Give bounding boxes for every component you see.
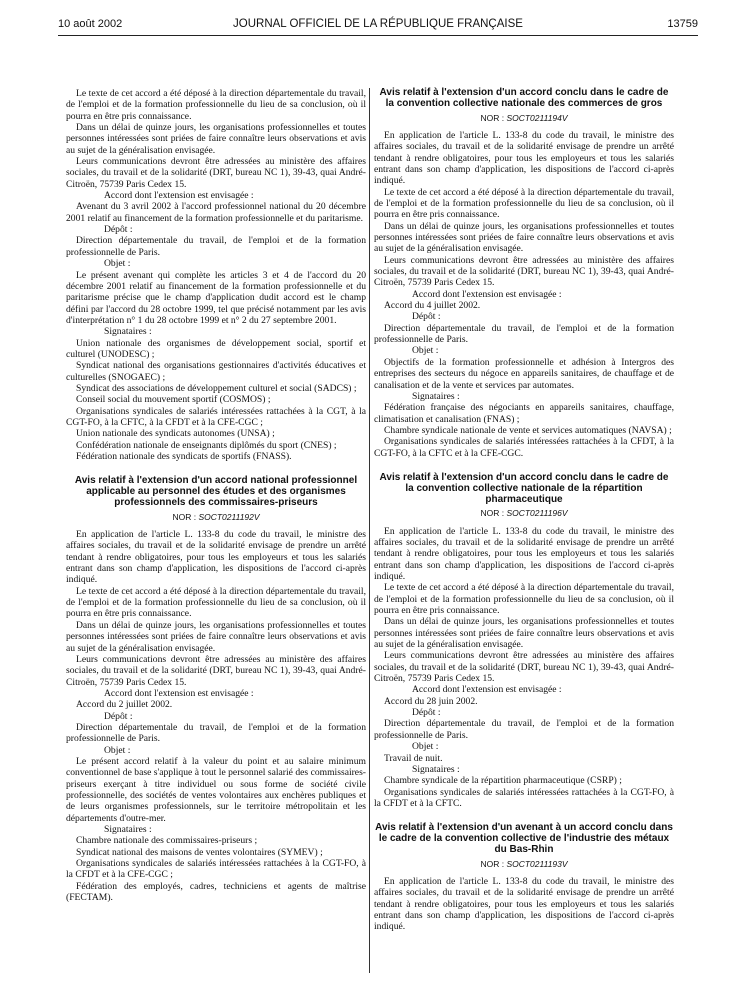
signatory: Syndicat national des organisations gestionnaires d'activités éducatives et culturelles (SNOGAEC) ; (66, 360, 366, 383)
paragraph: En application de l'article L. 133-8 du code du travail, le ministre des affaires sociales, du travail et de la solidarité envisage de prendre un arrêté tendant à rendre obligatoires, pour tous les employeurs et tous les salariés entrant dans son champ d'application, les dispositions de l'accord ci-après indiqué. (66, 529, 366, 586)
journal-title: JOURNAL OFFICIEL DE LA RÉPUBLIQUE FRANÇAISE (233, 18, 523, 30)
signatory: Organisations syndicales de salariés intéressées rattachées à la CFDT, à la CGT-FO, à la CFTC et à la CFE-CGC. (374, 436, 674, 459)
section-label: Accord dont l'extension est envisagée : (412, 288, 562, 300)
issue-date: 10 août 2002 (58, 18, 123, 30)
notice-heading: Avis relatif à l'extension d'un accord national professionnel applicable au personnel des études et des organismes professionnels des commissaires-priseurs (74, 475, 358, 508)
section-label: Dépôt : (104, 710, 133, 722)
signatory: Confédération nationale de enseignants diplômés du sport (CNES) ; (76, 439, 337, 451)
signatory: Chambre syndicale de la répartition pharmaceutique (CSRP) ; (384, 775, 622, 787)
signatory: Fédération nationale des syndicats de sportifs (FNASS). (76, 451, 292, 462)
section-label: Signataires : (104, 326, 152, 338)
section-label: Dépôt : (412, 707, 441, 719)
signatory: Union nationale des organismes de développement social, sportif et culturel (UNODESC) ; (66, 337, 366, 360)
signatory: Chambre syndicale nationale de vente et services automatiques (NAVSA) ; (384, 424, 672, 436)
paragraph: Dans un délai de quinze jours, les organisations professionnelles et toutes personnes intéressées sont priées de faire connaître leurs observations et avis au sujet de la généralisation envisagée. (374, 220, 674, 255)
paragraph: Direction départementale du travail, de l'emploi et de la formation professionnelle de Paris. (66, 235, 366, 258)
paragraph: Avenant du 3 avril 2002 à l'accord professionnel national du 20 décembre 2001 relatif au financement de la formation professionnelle et du paritarisme. (66, 201, 366, 224)
paragraph: Le texte de cet accord a été déposé à la direction départementale du travail, de l'emploi et de la formation professionnelle du lieu de sa conclusion, où il pourra en être pris connaissance. (374, 186, 674, 221)
column-separator (369, 88, 370, 973)
paragraph: Direction départementale du travail, de l'emploi et de la formation professionnelle de Paris. (66, 721, 366, 745)
section-label: Objet : (104, 744, 131, 756)
paragraph: En application de l'article L. 133-8 du code du travail, le ministre des affaires sociales, du travail et de la solidarité envisage de prendre un arrêté tendant à rendre obligatoires, pour tous les employeurs et tous les salariés entrant dans son champ d'application, les dispositions de l'accord ci-après indiqué. (374, 525, 674, 583)
page-number: 13759 (667, 18, 698, 30)
left-column (66, 88, 366, 903)
paragraph: Dans un délai de quinze jours, les organisations professionnelles et toutes personnes intéressées sont priées de faire connaître leurs observations et avis au sujet de la généralisation envisagée. (66, 122, 366, 156)
paragraph: Leurs communications devront être adressées au ministère des affaires sociales, du travail et de la solidarité (DRT, bureau NC 1), 39-43, quai André-Citroën, 75739 Paris Cedex 15. (66, 653, 366, 688)
section-label: Accord dont l'extension est envisagée : (104, 687, 254, 699)
section-label: Signataires : (412, 390, 460, 402)
signatory: Syndicat des associations de développement culturel et social (SADCS) ; (76, 382, 357, 394)
section-label: Dépôt : (412, 311, 441, 323)
paragraph: Accord du 2 juillet 2002. (76, 699, 173, 711)
paragraph: Le présent accord relatif à la valeur du point et au salaire minimum conventionnel de base s'applique à tout le personnel salarié des commissaires-priseurs exerçant à titre individuel ou sous forme de société civile professionnelle, des sociétés de ventes volontaires aux enchères publiques et de leurs organismes professionnels, sur le territoire métropolitain et les départements d'outre-mer. (66, 755, 366, 824)
signatory: Union nationale des syndicats autonomes (UNSA) ; (76, 428, 275, 440)
paragraph: Leurs communications devront être adressées au ministère des affaires sociales, du travail et de la solidarité (DRT, bureau NC 1), 39-43, quai André-Citroën, 75739 Paris Cedex 15. (66, 156, 366, 190)
paragraph: Dans un délai de quinze jours, les organisations professionnelles et toutes personnes intéressées sont priées de faire connaître leurs observations et avis au sujet de la généralisation envisagée. (374, 616, 674, 651)
page-header (58, 15, 698, 36)
paragraph: Le présent avenant qui complète les articles 3 et 4 de l'accord du 20 décembre 2001 relatif au financement de la formation professionnelle et du paritarisme précise que le champ d'application dudit accord est le champ défini par l'accord du 28 octobre 1999, tel que précisé notamment par les avis d'interprétation n° 1 du 28 octobre 1999 et n° 2 du 27 septembre 2001. (66, 269, 366, 326)
notice-heading: Avis relatif à l'extension d'un accord conclu dans le cadre de la convention collective nationale des commerces de gros (379, 87, 669, 109)
section-label: Signataires : (412, 763, 460, 775)
nor-reference: NOR : SOCT0211192V (172, 511, 260, 522)
signatory: Fédération française des négociants en appareils sanitaires, chauffage, climatisation et canalisation (FNAS) ; (374, 402, 674, 425)
paragraph: Direction départementale du travail, de l'emploi et de la formation professionnelle de Paris. (374, 718, 674, 741)
paragraph: Travail de nuit. (384, 752, 443, 764)
section-label: Accord dont l'extension est envisagée : (412, 684, 562, 696)
section-label: Signataires : (104, 824, 152, 836)
signatory: Organisations syndicales de salariés intéressées rattachées à la CGT, à la CGT-FO, à la CFTC, à la CFDT et à la CFE-CGC ; (66, 405, 366, 428)
paragraph: Le texte de cet accord a été déposé à la direction départementale du travail, de l'emploi et de la formation professionnelle du lieu de sa conclusion, où il pourra en être pris connaissance. (66, 585, 366, 620)
section-label: Objet : (412, 741, 439, 753)
notice-heading: Avis relatif à l'extension d'un avenant à un accord conclu dans le cadre de la convention collective de l'industrie des métaux du Bas-Rhin (375, 822, 673, 855)
paragraph: Leurs communications devront être adressées au ministère des affaires sociales, du travail et de la solidarité (DRT, bureau NC 1), 39-43, quai André-Citroën, 75739 Paris Cedex 15. (374, 650, 674, 685)
signatory: Conseil social du mouvement sportif (COSMOS) ; (76, 394, 271, 406)
paragraph: Direction départementale du travail, de l'emploi et de la formation professionnelle de Paris. (374, 322, 674, 346)
section-label: Objet : (412, 345, 439, 357)
signatory: Organisations syndicales de salariés intéressées rattachées à la CGT-FO, à la CFDT et à la CFE-CGC ; (66, 858, 366, 881)
paragraph: Objectifs de la formation professionnelle et adhésion à Intergros des entreprises des secteurs du négoce en appareils sanitaires, de chauffage et de canalisation et de la vente et services par automates. (374, 356, 674, 391)
signatory: Fédération des employés, cadres, techniciens et agents de maîtrise (FECTAM). (66, 880, 366, 904)
paragraph: Accord du 28 juin 2002. (384, 695, 478, 707)
nor-reference: NOR : SOCT0211194V (480, 112, 568, 123)
signatory: Organisations syndicales de salariés intéressées rattachées à la CGT-FO, à la CFDT et à la CFTC. (374, 786, 674, 809)
section-label: Accord dont l'extension est envisagée : (104, 190, 254, 202)
signatory: Syndicat national des maisons de ventes volontaires (SYMEV) ; (76, 846, 323, 858)
notice-heading: Avis relatif à l'extension d'un accord conclu dans le cadre de la convention collective nationale de la répartition pharmaceutique (379, 471, 669, 505)
paragraph: Le texte de cet accord a été déposé à la direction départementale du travail, de l'emploi et de la formation professionnelle du lieu de sa conclusion, où il pourra en être pris connaissance. (374, 582, 674, 617)
paragraph: En application de l'article L. 133-8 du code du travail, le ministre des affaires sociales, du travail et de la solidarité envisage de prendre un arrêté tendant à rendre obligatoires, pour tous les employeurs et tous les salariés entrant dans son champ d'application, les dispositions de l'accord ci-après indiqué. (374, 129, 674, 187)
paragraph: Le texte de cet accord a été déposé à la direction départementale du travail, de l'emploi et de la formation professionnelle du lieu de sa conclusion, où il pourra en être pris connaissance. (66, 88, 366, 122)
paragraph: En application de l'article L. 133-8 du code du travail, le ministre des affaires sociales, du travail et de la solidarité envisage de prendre un arrêté tendant à rendre obligatoires, pour tous les employeurs et tous les salariés entrant dans son champ d'application, les dispositions de l'accord ci-après indiqué. (374, 875, 674, 933)
signatory: Chambre nationale des commissaires-priseurs ; (76, 835, 258, 847)
section-label: Objet : (104, 258, 131, 270)
paragraph: Accord du 4 juillet 2002. (384, 300, 481, 312)
section-label: Dépôt : (104, 224, 133, 236)
paragraph: Leurs communications devront être adressées au ministère des affaires sociales, du travail et de la solidarité (DRT, bureau NC 1), 39-43, quai André-Citroën, 75739 Paris Cedex 15. (374, 254, 674, 289)
paragraph: Dans un délai de quinze jours, les organisations professionnelles et toutes personnes intéressées sont priées de faire connaître leurs observations et avis au sujet de la généralisation envisagée. (66, 619, 366, 654)
nor-reference: NOR : SOCT0211196V (480, 508, 568, 519)
nor-reference: NOR : SOCT0211193V (480, 858, 568, 869)
right-column (374, 88, 674, 933)
